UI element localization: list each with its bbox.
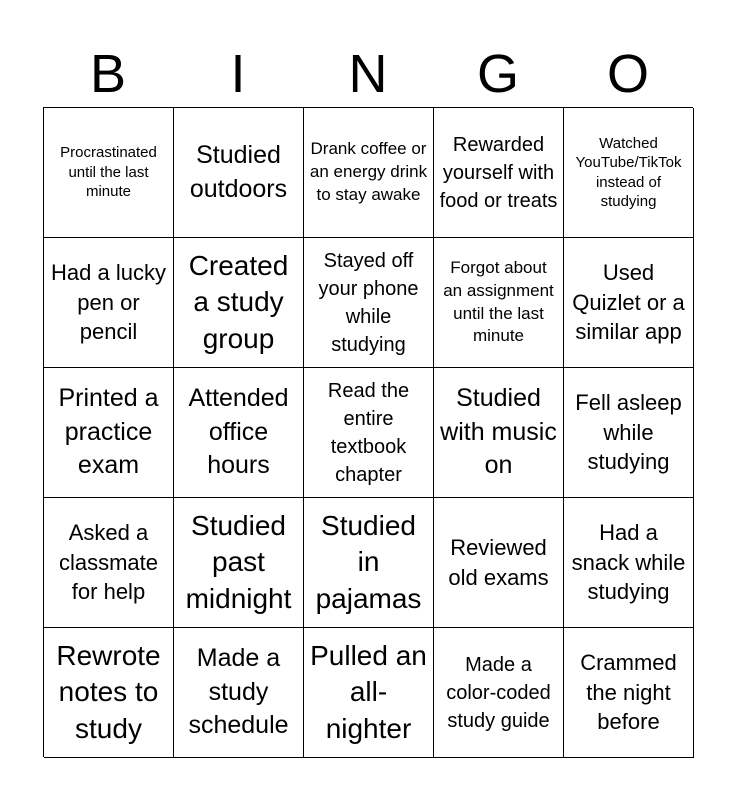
bingo-cell-r4c1[interactable]: Asked a classmate for help bbox=[44, 498, 174, 628]
header-letter-o: O bbox=[606, 44, 649, 104]
bingo-cell-r2c3[interactable]: Stayed off your phone while studying bbox=[304, 238, 434, 368]
bingo-cell-r2c1[interactable]: Had a lucky pen or pencil bbox=[44, 238, 174, 368]
bingo-cell-r3c4[interactable]: Studied with music on bbox=[434, 368, 564, 498]
bingo-cell-r2c2[interactable]: Created a study group bbox=[174, 238, 304, 368]
header-letter-g: G bbox=[476, 44, 519, 104]
bingo-cell-r3c3[interactable]: Read the entire textbook chapter bbox=[304, 368, 434, 498]
bingo-cell-r4c5[interactable]: Had a snack while studying bbox=[564, 498, 694, 628]
header-letter-b: B bbox=[89, 44, 127, 104]
bingo-header bbox=[43, 40, 693, 108]
bingo-cell-r5c2[interactable]: Made a study schedule bbox=[174, 628, 304, 758]
bingo-cell-r2c4[interactable]: Forgot about an assignment until the last minute bbox=[434, 238, 564, 368]
bingo-cell-r4c3[interactable]: Studied in pajamas bbox=[304, 498, 434, 628]
bingo-cell-r1c3[interactable]: Drank coffee or an energy drink to stay awake bbox=[304, 108, 434, 238]
bingo-cell-r3c1[interactable]: Printed a practice exam bbox=[44, 368, 174, 498]
bingo-cell-r3c2[interactable]: Attended office hours bbox=[174, 368, 304, 498]
bingo-cell-r2c5[interactable]: Used Quizlet or a similar app bbox=[564, 238, 694, 368]
bingo-cell-r5c3[interactable]: Pulled an all-nighter bbox=[304, 628, 434, 758]
bingo-cell-r1c1[interactable]: Procrastinated until the last minute bbox=[44, 108, 174, 238]
header-letter-n: N bbox=[348, 44, 388, 104]
bingo-cell-r5c1[interactable]: Rewrote notes to study bbox=[44, 628, 174, 758]
bingo-cell-r1c4[interactable]: Rewarded yourself with food or treats bbox=[434, 108, 564, 238]
bingo-cell-r5c5[interactable]: Crammed the night before bbox=[564, 628, 694, 758]
bingo-cell-r4c4[interactable]: Reviewed old exams bbox=[434, 498, 564, 628]
bingo-cell-r1c2[interactable]: Studied outdoors bbox=[174, 108, 304, 238]
bingo-cell-r5c4[interactable]: Made a color-coded study guide bbox=[434, 628, 564, 758]
bingo-cell-r3c5[interactable]: Fell asleep while studying bbox=[564, 368, 694, 498]
bingo-cell-r4c2[interactable]: Studied past midnight bbox=[174, 498, 304, 628]
bingo-grid bbox=[43, 107, 693, 757]
bingo-cell-r1c5[interactable]: Watched YouTube/TikTok instead of studying bbox=[564, 108, 694, 238]
header-letter-i: I bbox=[230, 44, 246, 104]
